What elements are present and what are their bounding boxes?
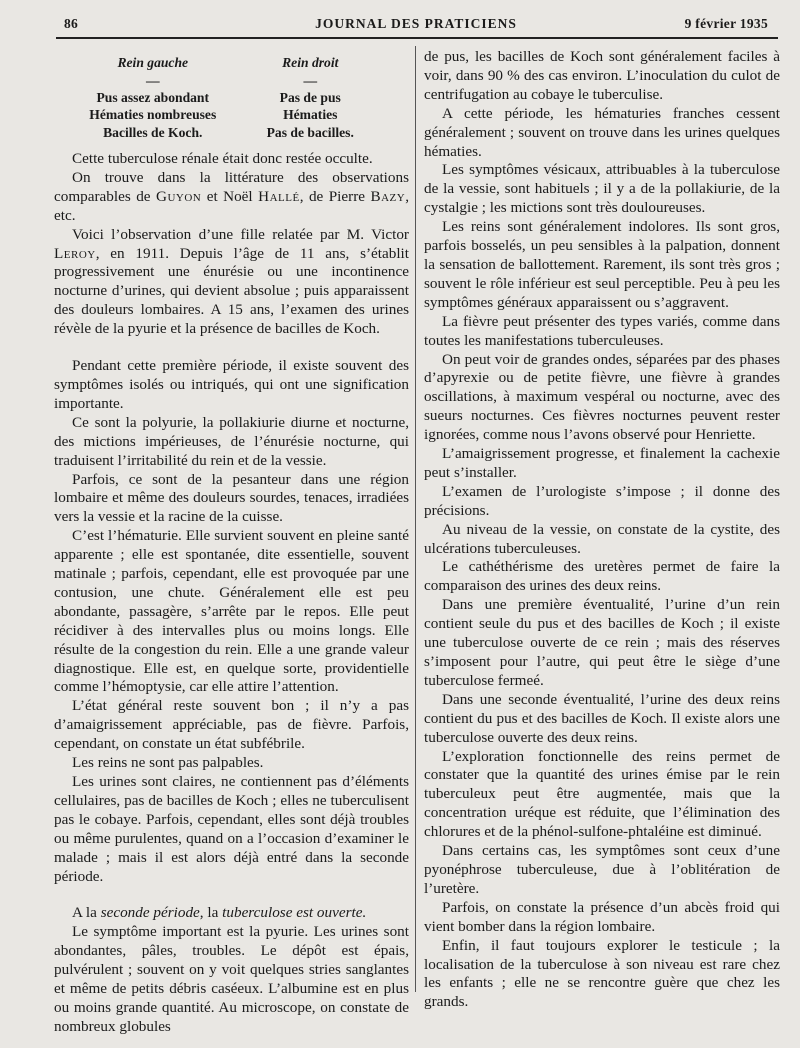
paragraph: Au niveau de la vessie, on constate de la cystite, des ulcérations tuberculeuses. [424, 520, 780, 557]
left-column [54, 48, 409, 1037]
column-divider [415, 46, 416, 992]
table-cell: Bacilles de Koch. [103, 124, 203, 140]
table-dash: — [145, 72, 160, 88]
paragraph: L’état général reste souvent bon ; il n’y a pas d’amaigrissement appréciable, pas de fièvre. Parfois, cependant, on constate un état subfébrile. [54, 697, 409, 753]
paragraph: Les urines sont claires, ne contiennent pas d’éléments cellulaires, pas de bacilles de Koch ; elles ne tuberculisent pas le cobaye. Parfois, cependant, elles sont déjà troubles ou même purulentes, quand on a l’occasion d’examiner le malade ; mais il est alors déjà entré dans la seconde période. [54, 773, 409, 885]
author-name: Leroy [54, 244, 96, 262]
running-header [64, 14, 768, 36]
paragraph: C’est l’hématurie. Elle survient souvent en pleine santé apparente ; elle est spontanée, dite essentielle, souvent matinale ; parfois, cependant, elle est provoquée par une contusion, une chute. Généralement elle est peu abondante, passagère, s’arrête par le repos. Elle peut récidiver à des intervalles plus ou moins longs. Elle résulte de la congestion du rein. Elle a une grande valeur diagnostique. Elle est, en quelque sorte, providentielle comme l’hémoptysie, car elle attire l’attention. [54, 527, 409, 696]
paragraph: Les reins sont généralement indolores. Ils sont gros, parfois bosselés, un peu sensibles à la palpation, donnent la sensation de ballottement. Rarement, ils sont très gros ; souvent le rôle inférieur est seul perceptible. Peu à peu les symptômes généraux apparaissent ou s’aggravent. [424, 218, 780, 311]
paragraph: Dans une seconde éventualité, l’urine des deux reins contient du pus et des bacilles de Koch. Il existe alors une tuberculose ouverte des deux reins. [424, 690, 780, 746]
left-kidney-column [74, 54, 232, 141]
paragraph: Les symptômes vésicaux, attribuables à la tuberculose de la vessie, sont habituels ; il y a de la pollakiurie, de la cystalgie ; les mictions sont très douloureuses. [424, 161, 780, 217]
header-rule [56, 37, 778, 39]
paragraph: Voici l’observation d’une fille relatée par M. Victor Leroy, en 1911. Depuis l’âge de 11 ans, s’établit progressivement une énurésie ou une incontinence nocturne d’urines, qui devient absolue ; puis apparaissent des douleurs lombaires. A 15 ans, l’examen des urines révèle de la pyurie et la présence de bacilles de Koch. [54, 225, 409, 338]
kidney-comparison-table [74, 54, 389, 141]
author-name: Guyon [156, 187, 202, 205]
paragraph: Les reins ne sont pas palpables. [72, 754, 264, 772]
paragraph: Parfois, ce sont de la pesanteur dans une région lombaire et même des douleurs sourdes, tenaces, irradiées vers la vessie et la racine de la cuisse. [54, 470, 409, 526]
table-dash: — [303, 72, 318, 88]
paragraph: On peut voir de grandes ondes, séparées par des phases d’apyrexie ou de petite fièvre, une fièvre à grandes oscillations, à maximum vespéral ou nocturne, avec des sueurs nocturnes. Ces fièvres nocturnes peuvent rester ignorées, comme nous l’avons observé pour Henriette. [424, 350, 780, 444]
paragraph: A cette période, les hématuries franches cessent généralement ; souvent on trouve dans les urines quelques hématies. [424, 104, 780, 160]
paragraph: La fièvre peut présenter des types variés, comme dans toutes les manifestations tuberculeuses. [424, 312, 780, 349]
table-cell: Pas de pus [279, 89, 341, 105]
left-kidney-heading: Rein gauche [117, 55, 189, 70]
paragraph: Ce sont la polyurie, la pollakiurie diurne et nocturne, des mictions impérieuses, de l’énurésie nocturne, qui traduisent l’irritabilité du rein et de la vessie. [54, 413, 409, 469]
page-number: 86 [64, 16, 79, 31]
right-kidney-column [232, 54, 390, 141]
table-cell: Hématies [283, 107, 338, 122]
paragraph: Dans une première éventualité, l’urine d’un rein contient seule du pus et des bacilles de Koch ; il existe une tuberculose ouverte de ce rein ; mais des réserves s’imposent pour l’autre, qui peut être le siège d’une tuberculose fermeé. [424, 596, 780, 689]
journal-title: JOURNAL DES PRATICIENS [315, 16, 517, 31]
table-cell: Pas de bacilles. [266, 124, 354, 140]
paragraph: Le symptôme important est la pyurie. Les urines sont abondantes, pâles, troubles. Le dépôt est épais, pulvérulent ; souvent on y voit quelques stries sanglantes et même de petits débris caséeux. L’albumine est en plus ou moins grande quantité. Au microscope, on constate de nombreux globules [54, 923, 409, 1035]
paragraph: L’exploration fonctionnelle des reins permet de constater que la quantité des urines émise par le rein tuberculeux peut être augmentée, mais que la concentration uréque est réduite, que l’élimination des chlorures et de la phénol-sulfone-phtaléine est diminué. [424, 747, 780, 841]
author-name: Hallé [258, 187, 300, 205]
paragraph: L’examen de l’urologiste s’impose ; il donne des précisions. [424, 482, 780, 519]
paragraph: Le cathéthérisme des uretères permet de faire la comparaison des urines des deux reins. [424, 558, 780, 595]
table-cell: Pus assez abondant [96, 89, 210, 105]
section-lead: A la seconde période, la tuberculose est ouverte. [72, 904, 367, 922]
paragraph: L’amaigrissement progresse, et finalement la cachexie peut s’installer. [424, 445, 780, 481]
paragraph: Enfin, il faut toujours explorer le testicule ; la localisation de la tuberculose à son niveau est rare chez les enfants ; elle ne se rencontre guère que chez les grands. [424, 936, 780, 1011]
paragraph: Parfois, on constate la présence d’un abcès froid qui vient bomber dans la région lombaire. [424, 898, 780, 935]
right-column [424, 48, 780, 1012]
paragraph: Cette tuberculose rénale était donc restée occulte. [72, 150, 373, 167]
right-kidney-heading: Rein droit [282, 55, 339, 70]
paragraph: Dans certains cas, les symptômes sont ceux d’une pyonéphrose tuberculeuse, due à l’oblitération de l’uretère. [424, 842, 780, 897]
paragraph: de pus, les bacilles de Koch sont généralement faciles à voir, dans 90 % des cas environ. L’inoculation du culot de centrifugation au cobaye le tuberculise. [424, 48, 780, 103]
paragraph: Pendant cette première période, il existe souvent des symptômes isolés ou intriqués, qui ont une signification importante. [54, 357, 409, 412]
table-cell: Hématies nombreuses [89, 107, 217, 122]
issue-date: 9 février 1935 [684, 16, 768, 31]
paragraph: On trouve dans la littérature des observations comparables de Guyon et Noël Hallé, de Pierre Bazy, etc. [54, 168, 409, 224]
author-name: Bazy [370, 187, 406, 205]
